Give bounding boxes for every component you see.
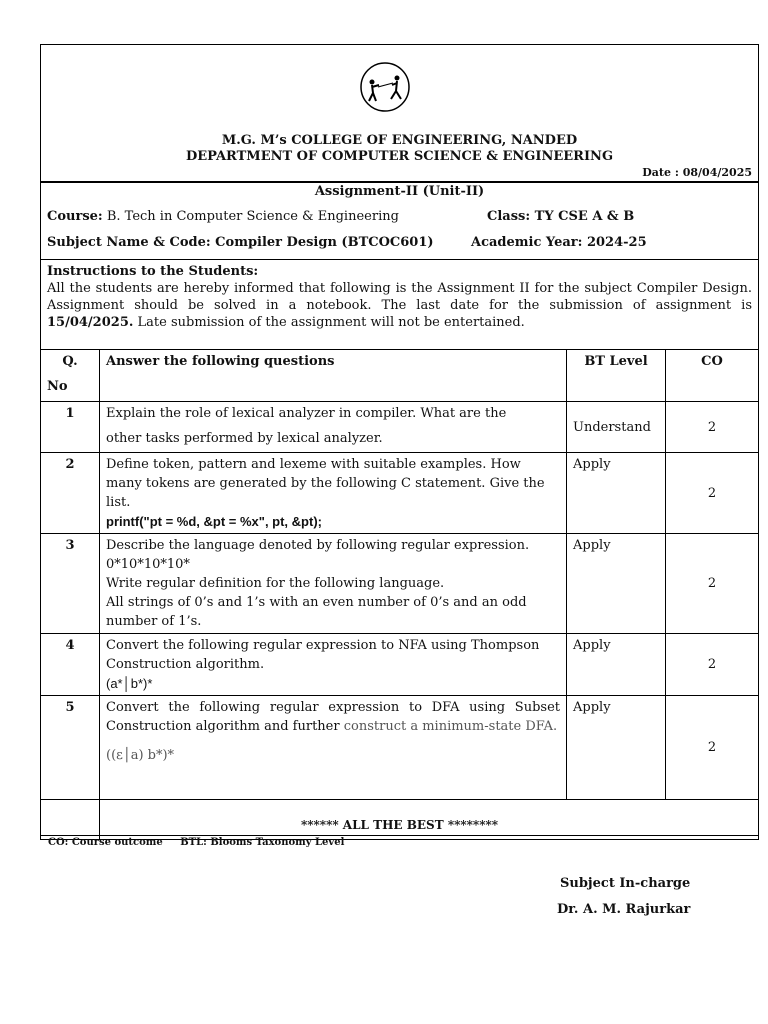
date-label: Date : 08/04/2025 (642, 166, 752, 179)
legend-co: CO: Course outcome (48, 837, 163, 848)
legend-btl: BTL: Blooms Taxonomy Level (180, 837, 345, 848)
question-line: Explain the role of lexical analyzer in compiler. What are the (106, 406, 507, 421)
question-text (100, 453, 567, 534)
header-bt: BT Level (567, 350, 666, 402)
table-row (41, 402, 759, 453)
question-number: 4 (41, 634, 100, 696)
question-line: Convert the following regular expression to DFA using Subset Construction algorithm and further (106, 700, 560, 734)
questions-table (40, 349, 759, 840)
question-text (100, 534, 567, 634)
question-line: Write regular definition for the following language. (106, 576, 445, 591)
question-text (100, 402, 567, 453)
college-name: M.G. M’s COLLEGE OF ENGINEERING, NANDED (221, 133, 578, 148)
question-number: 5 (41, 696, 100, 800)
bt-level: Apply (567, 453, 666, 534)
question-text (100, 634, 567, 696)
subject-row (47, 235, 752, 250)
course-row (47, 209, 752, 224)
question-number: 1 (41, 402, 100, 453)
co-value: 2 (666, 453, 759, 534)
regex-expression: (a*│b*)* (106, 676, 153, 691)
question-line: construct a minimum-state DFA. (343, 719, 558, 734)
question-number: 3 (41, 534, 100, 634)
bt-level: Apply (567, 634, 666, 696)
course-label: Course: (47, 209, 103, 224)
co-value: 2 (666, 696, 759, 800)
instructions-text-2: Late submission of the assignment will not be entertained. (133, 315, 525, 330)
regex-expression: ((ε│a) b*)* (106, 748, 175, 763)
header-q: Q. (62, 354, 78, 369)
assignment-title: Assignment-II (Unit-II) (314, 184, 485, 199)
code-snippet: printf("pt = %d, &pt = %x", pt, &pt); (106, 514, 322, 529)
all-the-best: ****** ALL THE BEST ******** (300, 818, 499, 832)
header-question: Answer the following questions (100, 350, 567, 402)
course-value: B. Tech in Computer Science & Engineering (102, 209, 399, 224)
question-line: Define token, pattern and lexeme with suitable examples. How many tokens are generated by the following C statement. Give the list. (106, 457, 545, 510)
co-value: 2 (666, 634, 759, 696)
bt-level: Apply (567, 696, 666, 800)
question-line: All strings of 0’s and 1’s with an even number of 0’s and an odd number of 1’s. (106, 595, 527, 629)
class-label: Class: TY CSE A & B (487, 209, 635, 224)
co-value: 2 (666, 534, 759, 634)
instructions-title: Instructions to the Students: (47, 264, 259, 279)
incharge-name: Dr. A. M. Rajurkar (557, 902, 691, 917)
header-qno (41, 350, 100, 402)
legend (48, 837, 358, 848)
question-number: 2 (41, 453, 100, 534)
divider (41, 259, 758, 260)
college-header (41, 133, 758, 165)
department-name: DEPARTMENT OF COMPUTER SCIENCE & ENGINEERING (185, 149, 614, 164)
table-row (41, 534, 759, 634)
regex-expression: 0*10*10*10* (106, 557, 190, 572)
co-value: 2 (666, 402, 759, 453)
question-line: other tasks performed by lexical analyzer. (106, 431, 383, 446)
question-line: Describe the language denoted by following regular expression. (106, 538, 530, 553)
bt-level: Understand (567, 402, 666, 453)
header-co: CO (666, 350, 759, 402)
header-no: No (47, 379, 68, 394)
bt-level: Apply (567, 534, 666, 634)
deadline-date: 15/04/2025. (47, 315, 134, 330)
table-row (41, 696, 759, 800)
table-row (41, 453, 759, 534)
academic-year: Academic Year: 2024-25 (471, 235, 647, 250)
question-line: Convert the following regular expression to NFA using Thompson Construction algorithm. (106, 638, 540, 672)
subject-label: Subject Name & Code: Compiler Design (BTCOC601) (47, 235, 434, 250)
fencing-figures-logo (359, 61, 411, 113)
header-divider (41, 181, 758, 183)
instructions-text: All the students are hereby informed that following is the Assignment II for the subject Compiler Design. Assignment should be solved in a notebook. The last date for the submission of assignment is (47, 281, 752, 313)
question-text (100, 696, 567, 800)
table-header-row (41, 350, 759, 402)
instructions (47, 263, 752, 331)
subject-incharge-label: Subject In-charge (560, 876, 691, 891)
assignment-sheet (40, 44, 759, 836)
table-row (41, 634, 759, 696)
